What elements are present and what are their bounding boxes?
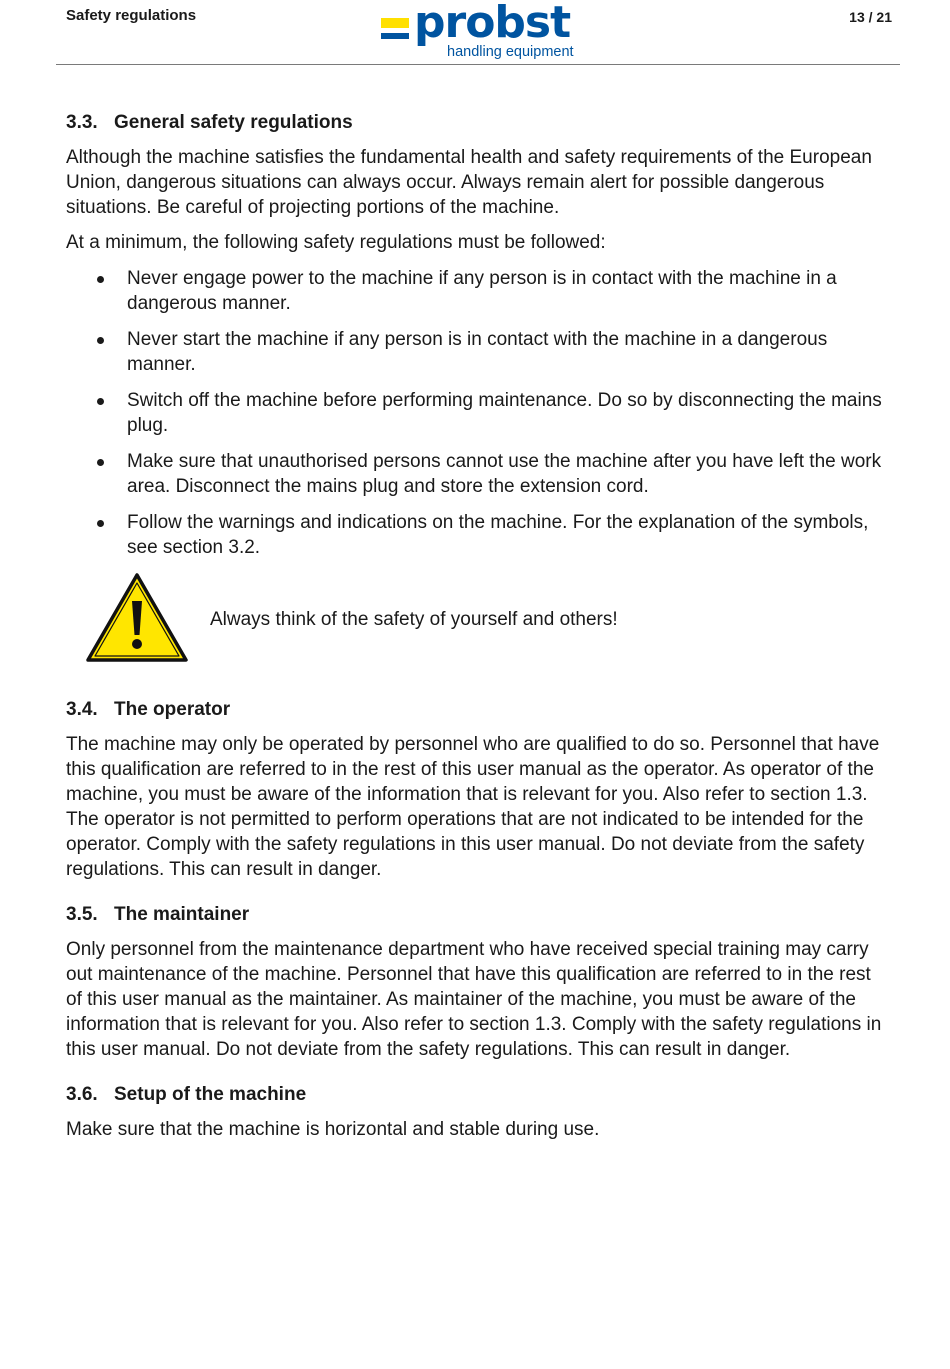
section-heading-3-4: [66, 697, 886, 722]
logo-wordmark: probst: [414, 0, 571, 48]
paragraph: Make sure that the machine is horizontal and stable during use.: [66, 1119, 600, 1140]
list-item: Follow the warnings and indications on the machine. For the explanation of the symbols, see section 3.2.: [66, 510, 886, 560]
section-heading-3-3: [66, 110, 886, 135]
page-number: 13 / 21: [849, 9, 892, 25]
section-title: General safety regulations: [114, 112, 353, 133]
list-item: Never engage power to the machine if any person is in contact with the machine in a dangerous manner.: [66, 266, 886, 316]
safety-rules-list: [66, 266, 886, 560]
section-heading-3-5: [66, 902, 886, 927]
paragraph: Although the machine satisfies the fundamental health and safety requirements of the European Union, dangerous situations can always occur. Always remain alert for possible dangerous situations. Be careful of projecting portions of the machine.: [66, 147, 872, 218]
section-title: Setup of the machine: [114, 1084, 307, 1105]
logo-mark-icon: [381, 18, 409, 39]
section-number: 3.6.: [66, 1084, 98, 1105]
paragraph: At a minimum, the following safety regulations must be followed:: [66, 232, 606, 253]
list-item: Make sure that unauthorised persons cannot use the machine after you have left the work area. Disconnect the mains plug and store the extension cord.: [66, 449, 886, 499]
list-item: Switch off the machine before performing maintenance. Do so by disconnecting the mains plug.: [66, 388, 886, 438]
section-title: The maintainer: [114, 904, 250, 925]
section-number: 3.4.: [66, 699, 98, 720]
section-number: 3.5.: [66, 904, 98, 925]
logo-tagline: handling equipment: [447, 44, 574, 60]
paragraph: Only personnel from the maintenance department who have received special training may carry out maintenance of the machine. Personnel that have this qualification are referred to in the rest of this user manual as the maintainer. As maintainer of the machine, you must be aware of the information that is relevant for you. Also refer to section 1.3. Comply with the safety regulations in this user manual. Do not deviate from the safety regulations. This can result in danger.: [66, 939, 882, 1060]
list-item: Never start the machine if any person is in contact with the machine in a dangerous manner.: [66, 327, 886, 377]
section-title: The operator: [114, 699, 231, 720]
probst-logo: [380, 0, 584, 64]
safety-warning: [66, 571, 886, 667]
warning-triangle-icon: [84, 571, 190, 665]
header-divider: [56, 64, 900, 65]
header-section-title: Safety regulations: [66, 7, 197, 24]
section-heading-3-6: [66, 1082, 886, 1107]
document-body: [66, 110, 886, 1142]
warning-text: Always think of the safety of yourself and others!: [210, 609, 618, 630]
section-number: 3.3.: [66, 112, 98, 133]
paragraph: The machine may only be operated by personnel who are qualified to do so. Personnel that have this qualification are referred to in the rest of this user manual as the operator. As operator of the machine, you must be aware of the information that is relevant for you. Also refer to section 1.3. The operator is not permitted to perform operations that are not indicated to be intended for the operator. Comply with the safety regulations in this user manual. Do not deviate from the safety regulations. This can result in danger.: [66, 734, 880, 880]
